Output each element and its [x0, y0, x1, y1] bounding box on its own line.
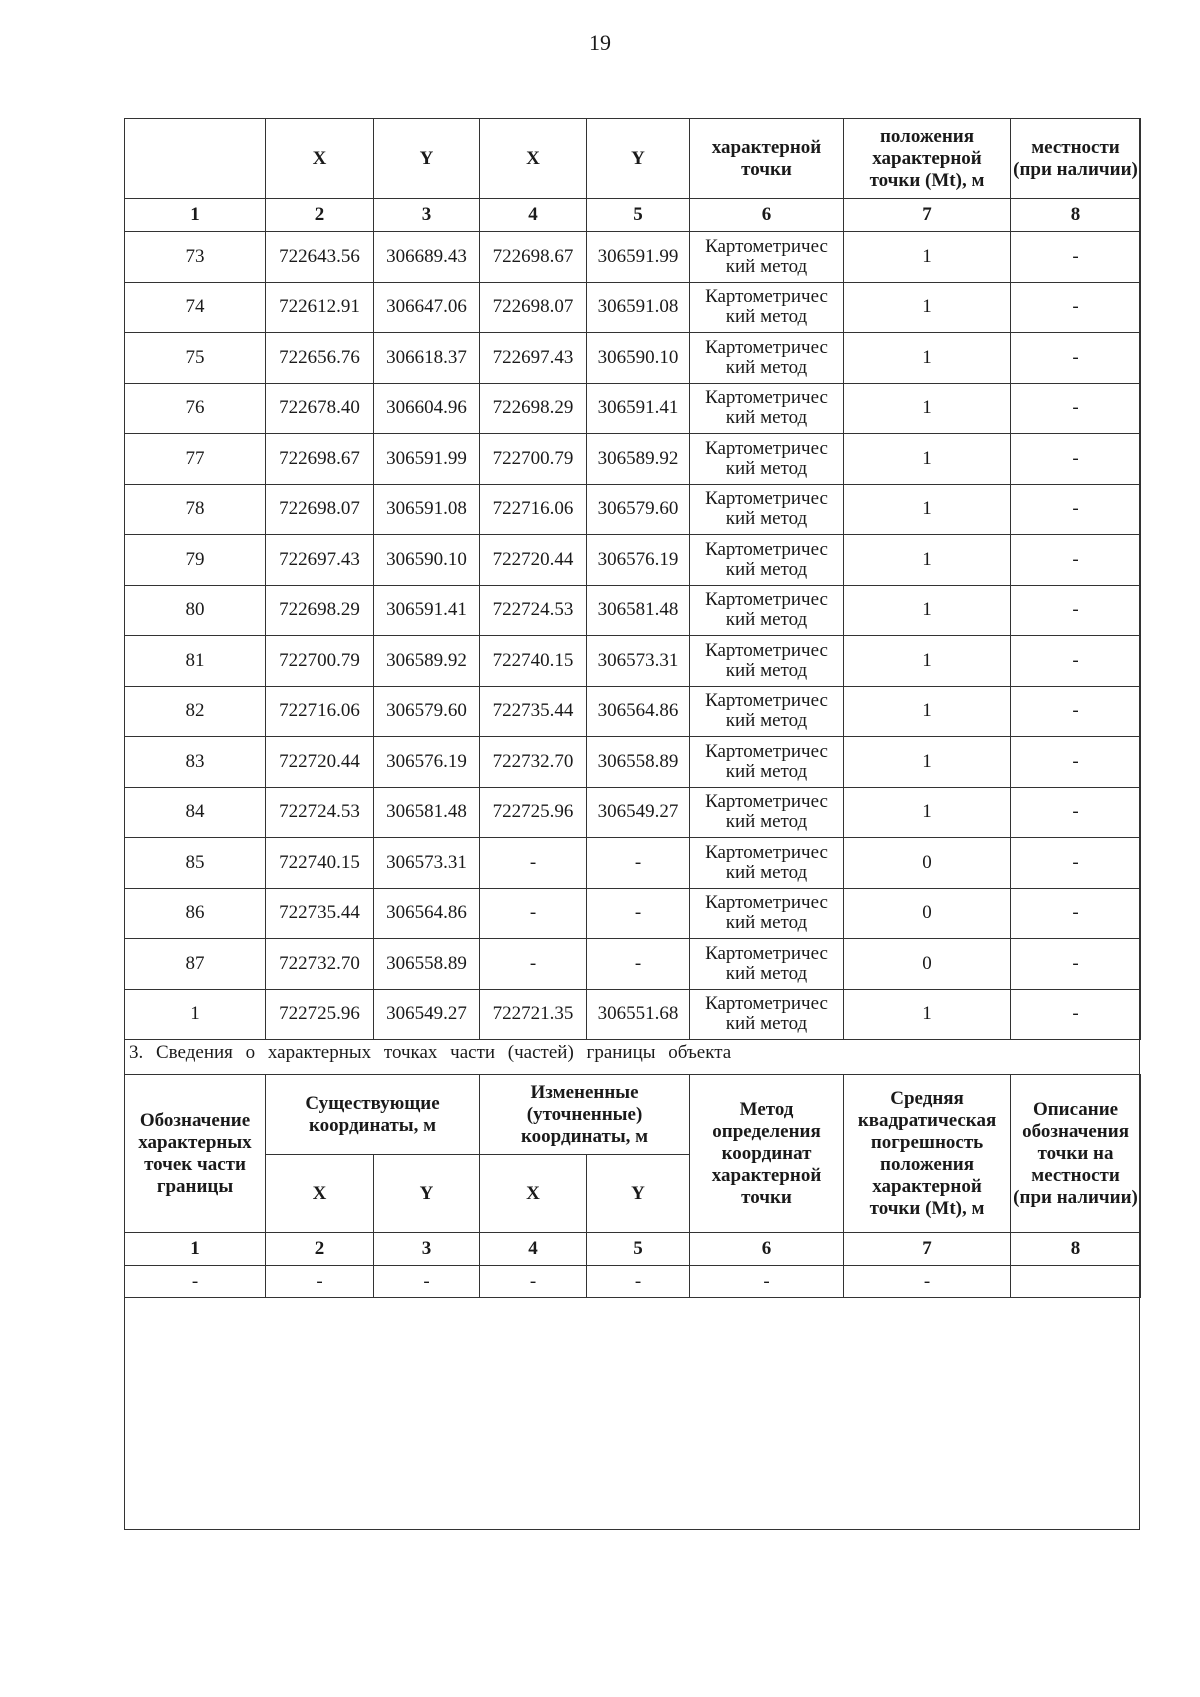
header-y-existing: Y [374, 1155, 480, 1233]
mse-cell: 1 [844, 232, 1011, 283]
point-number: 87 [125, 939, 266, 990]
x-existing: 722732.70 [266, 939, 374, 990]
y-existing: 306573.31 [374, 838, 480, 889]
x-existing: 722643.56 [266, 232, 374, 283]
x-existing: 722698.67 [266, 434, 374, 485]
mse-cell: 0 [844, 888, 1011, 939]
header-x-existing: X [266, 119, 374, 199]
x-changed: - [480, 939, 587, 990]
part-table-header-row [125, 1075, 1141, 1155]
table-row [125, 1266, 1141, 1298]
method-cell: Картометричес кий метод [690, 232, 844, 283]
method-cell: Картометричес кий метод [690, 434, 844, 485]
x-changed: 722698.67 [480, 232, 587, 283]
header-mse: положения характерной точки (Mt), м [844, 119, 1011, 199]
mse-cell: 1 [844, 737, 1011, 788]
mse-cell: 1 [844, 383, 1011, 434]
y-changed: 306591.08 [587, 282, 690, 333]
x-existing: 722724.53 [266, 787, 374, 838]
column-number: 7 [844, 199, 1011, 232]
x-changed: - [480, 838, 587, 889]
point-number: 82 [125, 686, 266, 737]
x-existing: 722720.44 [266, 737, 374, 788]
x-changed: 722721.35 [480, 989, 587, 1040]
x-changed: - [480, 888, 587, 939]
y-existing: 306618.37 [374, 333, 480, 384]
x-existing: 722716.06 [266, 686, 374, 737]
point-number: 73 [125, 232, 266, 283]
point-number: 77 [125, 434, 266, 485]
column-number: 5 [587, 199, 690, 232]
y-existing: 306558.89 [374, 939, 480, 990]
table-row [125, 939, 1141, 990]
x-changed: 722725.96 [480, 787, 587, 838]
description-cell: - [1011, 787, 1141, 838]
point-number: 78 [125, 484, 266, 535]
column-number: 7 [844, 1233, 1011, 1266]
points-table-body [125, 232, 1141, 1040]
y-existing: 306581.48 [374, 787, 480, 838]
point-number: 79 [125, 535, 266, 586]
x-existing: 722698.29 [266, 585, 374, 636]
description-cell: - [1011, 484, 1141, 535]
table-header-row [125, 119, 1141, 199]
column-number: 1 [125, 199, 266, 232]
y-changed: 306591.41 [587, 383, 690, 434]
mse-cell: 0 [844, 939, 1011, 990]
point-number: 74 [125, 282, 266, 333]
description-cell: - [1011, 282, 1141, 333]
table-cell: - [480, 1266, 587, 1298]
y-existing: 306604.96 [374, 383, 480, 434]
header-x-existing: X [266, 1155, 374, 1233]
description-cell: - [1011, 585, 1141, 636]
table-cell: - [844, 1266, 1011, 1298]
header-x-changed: X [480, 119, 587, 199]
table-cell: - [690, 1266, 844, 1298]
x-changed: 722720.44 [480, 535, 587, 586]
table-row [125, 484, 1141, 535]
header-point [125, 119, 266, 199]
x-changed: 722697.43 [480, 333, 587, 384]
method-cell: Картометричес кий метод [690, 989, 844, 1040]
header-method: характерной точки [690, 119, 844, 199]
x-existing: 722725.96 [266, 989, 374, 1040]
header-existing-coords: Существующие координаты, м [266, 1075, 480, 1155]
x-existing: 722735.44 [266, 888, 374, 939]
page-number: 19 [589, 30, 611, 55]
mse-cell: 0 [844, 838, 1011, 889]
table-cell: - [374, 1266, 480, 1298]
y-changed: 306591.99 [587, 232, 690, 283]
x-changed: 722698.07 [480, 282, 587, 333]
method-cell: Картометричес кий метод [690, 333, 844, 384]
y-changed: 306573.31 [587, 636, 690, 687]
mse-cell: 1 [844, 989, 1011, 1040]
header-changed-coords: Измененные (уточненные) координаты, м [480, 1075, 690, 1155]
y-existing: 306590.10 [374, 535, 480, 586]
x-changed: 722740.15 [480, 636, 587, 687]
y-changed: 306579.60 [587, 484, 690, 535]
point-number: 75 [125, 333, 266, 384]
method-cell: Картометричес кий метод [690, 636, 844, 687]
header-x-changed: X [480, 1155, 587, 1233]
method-cell: Картометричес кий метод [690, 888, 844, 939]
section-3-caption: 3. Сведения о характерных точках части (частей) границы объекта [124, 1036, 1140, 1075]
description-cell: - [1011, 333, 1141, 384]
mse-cell: 1 [844, 535, 1011, 586]
x-existing: 722740.15 [266, 838, 374, 889]
method-cell: Картометричес кий метод [690, 535, 844, 586]
mse-cell: 1 [844, 333, 1011, 384]
header-designation: Обозначение характерных точек части границы [125, 1075, 266, 1233]
description-cell: - [1011, 535, 1141, 586]
method-cell: Картометричес кий метод [690, 737, 844, 788]
method-cell: Картометричес кий метод [690, 787, 844, 838]
method-cell: Картометричес кий метод [690, 484, 844, 535]
y-existing: 306647.06 [374, 282, 480, 333]
part-points-table [124, 1074, 1141, 1298]
x-existing: 722697.43 [266, 535, 374, 586]
method-cell: Картометричес кий метод [690, 282, 844, 333]
header-y-changed: Y [587, 1155, 690, 1233]
table-cell [1011, 1266, 1141, 1298]
y-existing: 306549.27 [374, 989, 480, 1040]
x-changed: 722716.06 [480, 484, 587, 535]
method-cell: Картометричес кий метод [690, 686, 844, 737]
y-existing: 306591.08 [374, 484, 480, 535]
mse-cell: 1 [844, 585, 1011, 636]
y-changed: - [587, 939, 690, 990]
point-number: 84 [125, 787, 266, 838]
y-existing: 306579.60 [374, 686, 480, 737]
table-row [125, 737, 1141, 788]
header-description: Описание обозначения точки на местности (при наличии) [1011, 1075, 1141, 1233]
x-existing: 722678.40 [266, 383, 374, 434]
x-changed: 722698.29 [480, 383, 587, 434]
point-number: 1 [125, 989, 266, 1040]
header-method: Метод определения координат характерной точки [690, 1075, 844, 1233]
column-number: 5 [587, 1233, 690, 1266]
point-number: 80 [125, 585, 266, 636]
y-changed: 306564.86 [587, 686, 690, 737]
table-row [125, 232, 1141, 283]
y-changed: - [587, 888, 690, 939]
y-changed: 306576.19 [587, 535, 690, 586]
column-number: 4 [480, 199, 587, 232]
description-cell: - [1011, 737, 1141, 788]
point-number: 81 [125, 636, 266, 687]
x-changed: 722724.53 [480, 585, 587, 636]
y-changed: - [587, 838, 690, 889]
description-cell: - [1011, 989, 1141, 1040]
x-existing: 722656.76 [266, 333, 374, 384]
table-row [125, 434, 1141, 485]
mse-cell: 1 [844, 636, 1011, 687]
point-number: 86 [125, 888, 266, 939]
header-mse: Средняя квадратическая погрешность положения характерной точки (Mt), м [844, 1075, 1011, 1233]
y-existing: 306591.41 [374, 585, 480, 636]
method-cell: Картометричес кий метод [690, 585, 844, 636]
mse-cell: 1 [844, 686, 1011, 737]
y-changed: 306581.48 [587, 585, 690, 636]
table-row [125, 838, 1141, 889]
x-changed: 722735.44 [480, 686, 587, 737]
y-existing: 306564.86 [374, 888, 480, 939]
point-number: 83 [125, 737, 266, 788]
table-row [125, 888, 1141, 939]
column-number: 8 [1011, 199, 1141, 232]
point-number: 76 [125, 383, 266, 434]
column-number: 3 [374, 199, 480, 232]
y-changed: 306549.27 [587, 787, 690, 838]
y-changed: 306590.10 [587, 333, 690, 384]
description-cell: - [1011, 232, 1141, 283]
column-number: 3 [374, 1233, 480, 1266]
description-cell: - [1011, 636, 1141, 687]
table-cell: - [125, 1266, 266, 1298]
column-number: 1 [125, 1233, 266, 1266]
method-cell: Картометричес кий метод [690, 383, 844, 434]
mse-cell: 1 [844, 787, 1011, 838]
method-cell: Картометричес кий метод [690, 838, 844, 889]
y-existing: 306591.99 [374, 434, 480, 485]
x-existing: 722698.07 [266, 484, 374, 535]
table-row [125, 333, 1141, 384]
column-number: 2 [266, 199, 374, 232]
y-existing: 306576.19 [374, 737, 480, 788]
mse-cell: 1 [844, 282, 1011, 333]
y-changed: 306558.89 [587, 737, 690, 788]
table-row [125, 585, 1141, 636]
table-row [125, 383, 1141, 434]
description-cell: - [1011, 838, 1141, 889]
column-number-row [125, 1233, 1141, 1266]
y-existing: 306589.92 [374, 636, 480, 687]
x-changed: 722732.70 [480, 737, 587, 788]
x-existing: 722612.91 [266, 282, 374, 333]
column-number: 8 [1011, 1233, 1141, 1266]
x-existing: 722700.79 [266, 636, 374, 687]
table-row [125, 535, 1141, 586]
table-row [125, 636, 1141, 687]
description-cell: - [1011, 383, 1141, 434]
table-row [125, 787, 1141, 838]
description-cell: - [1011, 434, 1141, 485]
column-number: 6 [690, 199, 844, 232]
method-cell: Картометричес кий метод [690, 939, 844, 990]
mse-cell: 1 [844, 434, 1011, 485]
table-cell: - [266, 1266, 374, 1298]
y-changed: 306551.68 [587, 989, 690, 1040]
table-row [125, 686, 1141, 737]
point-number: 85 [125, 838, 266, 889]
y-existing: 306689.43 [374, 232, 480, 283]
column-number: 4 [480, 1233, 587, 1266]
header-description: местности (при наличии) [1011, 119, 1141, 199]
column-number: 2 [266, 1233, 374, 1266]
column-number: 6 [690, 1233, 844, 1266]
table-row [125, 282, 1141, 333]
header-y-changed: Y [587, 119, 690, 199]
x-changed: 722700.79 [480, 434, 587, 485]
description-cell: - [1011, 888, 1141, 939]
header-y-existing: Y [374, 119, 480, 199]
description-cell: - [1011, 939, 1141, 990]
column-number-row [125, 199, 1141, 232]
mse-cell: 1 [844, 484, 1011, 535]
table-row [125, 989, 1141, 1040]
table-cell: - [587, 1266, 690, 1298]
y-changed: 306589.92 [587, 434, 690, 485]
points-table [124, 118, 1141, 1040]
description-cell: - [1011, 686, 1141, 737]
